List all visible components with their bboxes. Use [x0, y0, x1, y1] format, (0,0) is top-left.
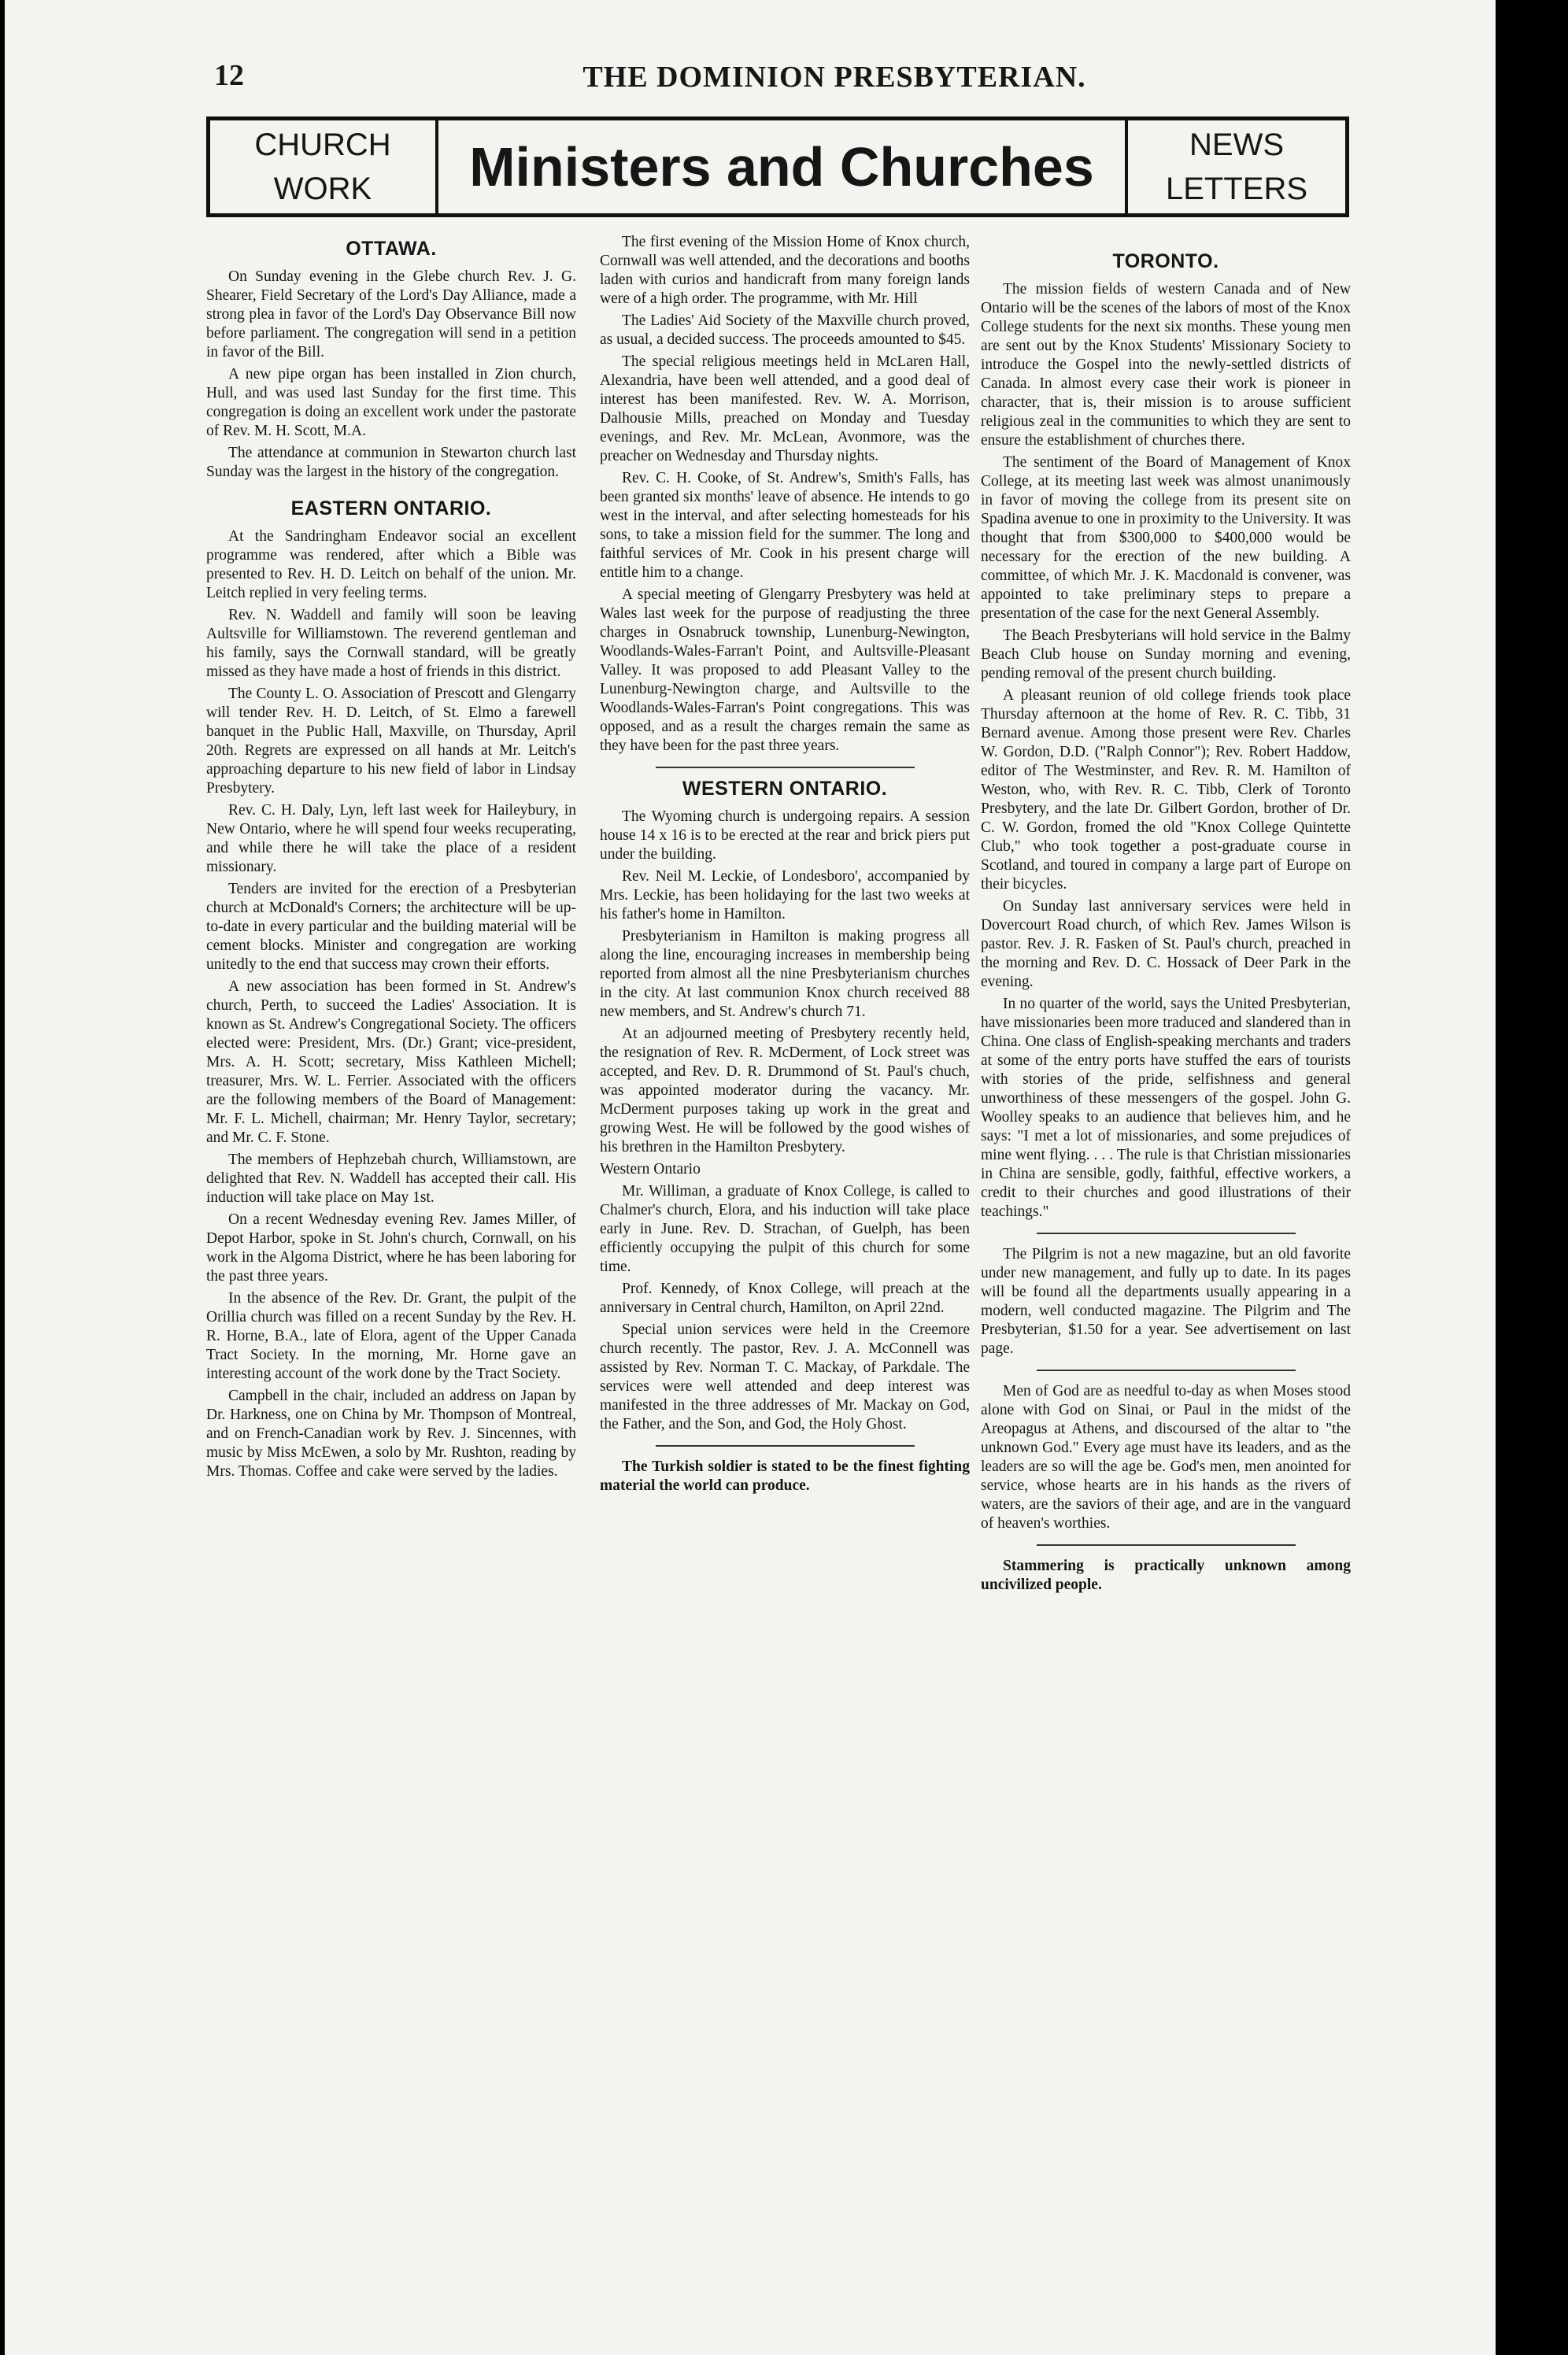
paragraph: Tenders are invited for the erection of a Presbyterian church at McDonald's Corners; the architecture will be up-to-date in every particular and the building material will be cement blocks. Minister and congregation are working unitedly to the end that success may crown their efforts.	[206, 881, 576, 973]
divider	[1037, 1544, 1296, 1546]
eastern-ontario-heading: EASTERN ONTARIO.	[290, 497, 492, 519]
paragraph: The County L. O. Association of Prescott and Glengarry will tender Rev. H. D. Leitch, of St. Elmo a farewell banquet in the Public Hall, Maxville, on Thursday, April 20th. Regrets are expressed on all hands at Mr. Leitch's approaching departure to his new field of labor in Lindsay Presbytery.	[206, 686, 576, 797]
paragraph: Rev. Neil M. Leckie, of Londesboro', accompanied by Mrs. Leckie, has been holidaying for the last two weeks at his father's home in Hamilton.	[600, 868, 970, 922]
paragraph: Rev. C. H. Daly, Lyn, left last week for Haileybury, in New Ontario, where he will spend four weeks recuperating, and while there he will take the place of a resident missionary.	[206, 802, 576, 875]
western-ontario-heading: WESTERN ONTARIO.	[682, 778, 888, 800]
paragraph: Rev. N. Waddell and family will soon be leaving Aultsville for Williamstown. The reverend gentleman and his family, says the Cornwall standard, will be greatly missed as they have made a host of friends in this district.	[206, 607, 576, 680]
paragraph: The attendance at communion in Stewarton church last Sunday was the largest in the history of the congregation.	[206, 445, 576, 480]
paragraph: At an adjourned meeting of Presbytery recently held, the resignation of Rev. R. McDerment, of Lock street was accepted, and Rev. D. R. Drummond of St. Paul's chuch, was appointed moderator during the vacancy. Mr. McDerment purposes taking up work in the great and growing West. He will be followed by the good wishes of his brethren in the Hamilton Presbytery.	[600, 1026, 970, 1155]
banner-title: Ministers and Churches	[469, 136, 1094, 198]
banner-left-line2: WORK	[273, 172, 372, 206]
paragraph: On Sunday evening in the Glebe church Rev. J. G. Shearer, Field Secretary of the Lord's Day Alliance, made a strong plea in favor of the Lord's Day Observance Bill now before parliament. The congregation will send in a petition in favor of the Bill.	[206, 268, 576, 360]
paragraph: Campbell in the chair, included an address on Japan by Dr. Harkness, one on China by Mr. Thompson of Montreal, and on French-Canadian work by Rev. J. Sincennes, with music by Miss McEwen, a solo by Mr. Rushton, reading by Mrs. Thomas. Coffee and cake were served by the ladies.	[206, 1388, 576, 1480]
divider	[656, 1445, 915, 1447]
banner-right-box	[1125, 120, 1345, 213]
paragraph: A new pipe organ has been installed in Zion church, Hull, and was used last Sunday for the first time. This congregation is doing an excellent work under the pastorate of Rev. M. H. Scott, M.A.	[206, 366, 576, 439]
column-3	[981, 233, 1351, 1598]
paragraph: Special union services were held in the Creemore church recently. The pastor, Rev. J. A. McConnell was assisted by Rev. Norman T. C. Mackay, of Parkdale. The services were well attended and deep interest was manifested in the three addresses of Mr. Mackay on God, the Father, and the Son, and God, the Holy Ghost.	[600, 1322, 970, 1433]
journal-title: THE DOMINION PRESBYTERIAN.	[582, 61, 1086, 94]
paragraph: The Beach Presbyterians will hold service in the Balmy Beach Club house on Sunday morning and evening, pending removal of the present church building.	[981, 627, 1351, 682]
paragraph: Mr. Williman, a graduate of Knox College, is called to Chalmer's church, Elora, and his induction will take place early in June. Rev. D. Strachan, of Guelph, has been efficiently occupying the pulpit of this church for some time.	[600, 1183, 970, 1275]
stammering-note: Stammering is practically unknown among uncivilized people.	[981, 1558, 1351, 1593]
paragraph: A pleasant reunion of old college friends took place Thursday afternoon at the home of Rev. R. C. Tibb, 31 Bernard avenue. Among those present were Rev. Charles W. Gordon, D.D. ("Ralph Connor"); Rev. Robert Haddow, editor of The Westminster, and Rev. R. M. Hamilton of Weston, who, with Rev. R. C. Tibb, Clerk of Toronto Presbytery, and the late Dr. Gilbert Gordon, brother of Dr. C. W. Gordon, fromed the old "Knox College Quintette Club," who took together a post-graduate course in Scotland, and toured in company a large part of Europe on their bicycles.	[981, 687, 1351, 893]
paragraph: Prof. Kennedy, of Knox College, will preach at the anniversary in Central church, Hamilton, on April 22nd.	[600, 1281, 970, 1316]
divider	[1037, 1233, 1296, 1234]
paragraph: A special meeting of Glengarry Presbytery was held at Wales last week for the purpose of readjusting the three charges in Osnabruck township, Lunenburg-Newington, Woodlands-Wales-Farran't Point, and Aultsville-Pleasant Valley. It was proposed to add Pleasant Valley to the Lunenburg-Newington charge, and Aultsville to the Woodlands-Wales-Farran's Point congregations. This was opposed, and as a result the charges remain the same as they have been for the past three years.	[600, 586, 970, 754]
paragraph: A new association has been formed in St. Andrew's church, Perth, to succeed the Ladies' Association. It is known as St. Andrew's Congregational Society. The officers elected were: President, Mrs. (Dr.) Grant; vice-president, Mrs. A. H. Scott; secretary, Miss Kathleen Michell; treasurer, Mrs. W. L. Ferrier. Associated with the officers are the following members of the Board of Management: Mr. F. L. Michell, chairman; Mr. Henry Taylor, secretary; and Mr. C. F. Stone.	[206, 978, 576, 1146]
paragraph: In the absence of the Rev. Dr. Grant, the pulpit of the Orillia church was filled on a recent Sunday by the Rev. H. R. Horne, B.A., late of Elora, agent of the Upper Canada Tract Society. In the morning, Mr. Horne gave an interesting account of the work done by the Tract Society.	[206, 1290, 576, 1382]
paragraph: On Sunday last anniversary services were held in Dovercourt Road church, of which Rev. James Wilson is pastor. Rev. J. R. Fasken of St. Paul's church, preached in the morning and Rev. D. C. Hossack of Deer Park in the evening.	[981, 898, 1351, 990]
paragraph: Presbyterianism in Hamilton is making progress all along the line, encouraging increases in membership being reported from almost all the nine Presbyterianism churches in the city. At last communion Knox church received 88 new members, and St. Andrew's church 71.	[600, 928, 970, 1020]
pilgrim-notice: The Pilgrim is not a new magazine, but an old favorite under new management, and fully up to date. In its pages will be found all the departments usually appearing in a modern, well conducted magazine. The Pilgrim and The Presbyterian, $1.50 for a year. See advertisement on last page.	[981, 1246, 1351, 1357]
column-1	[206, 233, 576, 1484]
paragraph: The members of Hephzebah church, Williamstown, are delighted that Rev. N. Waddell has accepted their call. His induction will take place on May 1st.	[206, 1152, 576, 1206]
toronto-heading: TORONTO.	[1112, 250, 1219, 272]
paragraph: At the Sandringham Endeavor social an excellent programme was rendered, after which a Bible was presented to Rev. H. D. Leitch on behalf of the union. Mr. Leitch replied in very feeling terms.	[206, 528, 576, 601]
divider	[1037, 1370, 1296, 1371]
banner-left-box	[210, 120, 438, 213]
banner-left-line1: CHURCH	[254, 128, 391, 162]
paragraph: The first evening of the Mission Home of Knox church, Cornwall was well attended, and the decorations and booths laden with curios and handicraft from many foreign lands were of a high order. The programme, with Mr. Hill	[600, 234, 970, 307]
ottawa-heading: OTTAWA.	[346, 238, 437, 260]
paragraph: Western Ontario	[600, 1161, 701, 1178]
paragraph: In no quarter of the world, says the United Presbyterian, have missionaries been more traduced and slandered than in China. One class of English-speaking merchants and traders at some of the entry ports have stuffed the ears of tourists with stories of the pride, selfishness and general unworthiness of these messengers of the gospel. John G. Woolley speaks to an audience that believes him, and he says: "I met a lot of missionaries, and some prejudices of mine went flying. . . . The rule is that Christian missionaries in China are sensible, godly, faithful, effective workers, a credit to their churches and good illustrations of their teachings."	[981, 996, 1351, 1220]
paragraph: Rev. C. H. Cooke, of St. Andrew's, Smith's Falls, has been granted six months' leave of absence. He intends to go west in the interval, and after selecting homesteads for his sons, to take a mission field for the summer. The long and faithful services of Mr. Cook in his present charge will entitle him to a change.	[600, 470, 970, 581]
paragraph: The sentiment of the Board of Management of Knox College, at its meeting last week was almost unanimously in favor of moving the college from its present site on Spadina avenue to one in proximity to the University. It was thought that from $300,000 to $400,000 would be necessary for the erection of the new building. A committee, of which Mr. J. K. Macdonald is convener, was appointed to take preliminary steps to prepare a presentation of the case for the next General Assembly.	[981, 454, 1351, 622]
men-of-god-paragraph: Men of God are as needful to-day as when Moses stood alone with God on Sinai, or Paul in the midst of the Areopagus at Athens, and discoursed of the altar to "the unknown God." Every age must have its leaders, and as the leaders are so will the age be. God's men, men anointed for service, whose hearts are in his hands as the rivers of waters, are the saviors of their age, and are in the vanguard of heaven's worthies.	[981, 1383, 1351, 1532]
turkish-soldier-note: The Turkish soldier is stated to be the finest fighting material the world can produce.	[600, 1458, 970, 1494]
section-banner	[206, 116, 1349, 217]
paragraph: The Ladies' Aid Society of the Maxville church proved, as usual, a decided success. The proceeds amounted to $45.	[600, 312, 970, 348]
paragraph: The Wyoming church is undergoing repairs. A session house 14 x 16 is to be erected at the rear and brick piers put under the building.	[600, 808, 970, 863]
banner-right-line2: LETTERS	[1165, 172, 1308, 206]
column-2	[600, 233, 970, 1499]
page-number: 12	[214, 59, 244, 92]
scan-edge-left	[0, 0, 5, 2355]
scan-edge-right	[1496, 0, 1568, 2355]
divider	[656, 767, 915, 768]
paragraph: On a recent Wednesday evening Rev. James Miller, of Depot Harbor, spoke in St. John's church, Cornwall, on his work in the Algoma District, where he has been laboring for the past three years.	[206, 1211, 576, 1285]
banner-right-line1: NEWS	[1189, 128, 1284, 162]
paragraph: The mission fields of western Canada and of New Ontario will be the scenes of the labors of most of the Knox College students for the next six months. These young men are sent out by the Knox Students' Missionary Society to introduce the Gospel into the newly-settled districts of Canada. In almost every case their work is pioneer in character, that is, their mission is to arouse sufficient religious zeal in the communities to which they are sent to ensure the establishment of churches there.	[981, 281, 1351, 449]
paragraph: The special religious meetings held in McLaren Hall, Alexandria, have been well attended, and a good deal of interest has been manifested. Rev. W. A. Morrison, Dalhousie Mills, preached on Monday and Tuesday evenings, and Rev. Mr. McLean, Avonmore, was the preacher on Wednesday and Thursday nights.	[600, 353, 970, 464]
